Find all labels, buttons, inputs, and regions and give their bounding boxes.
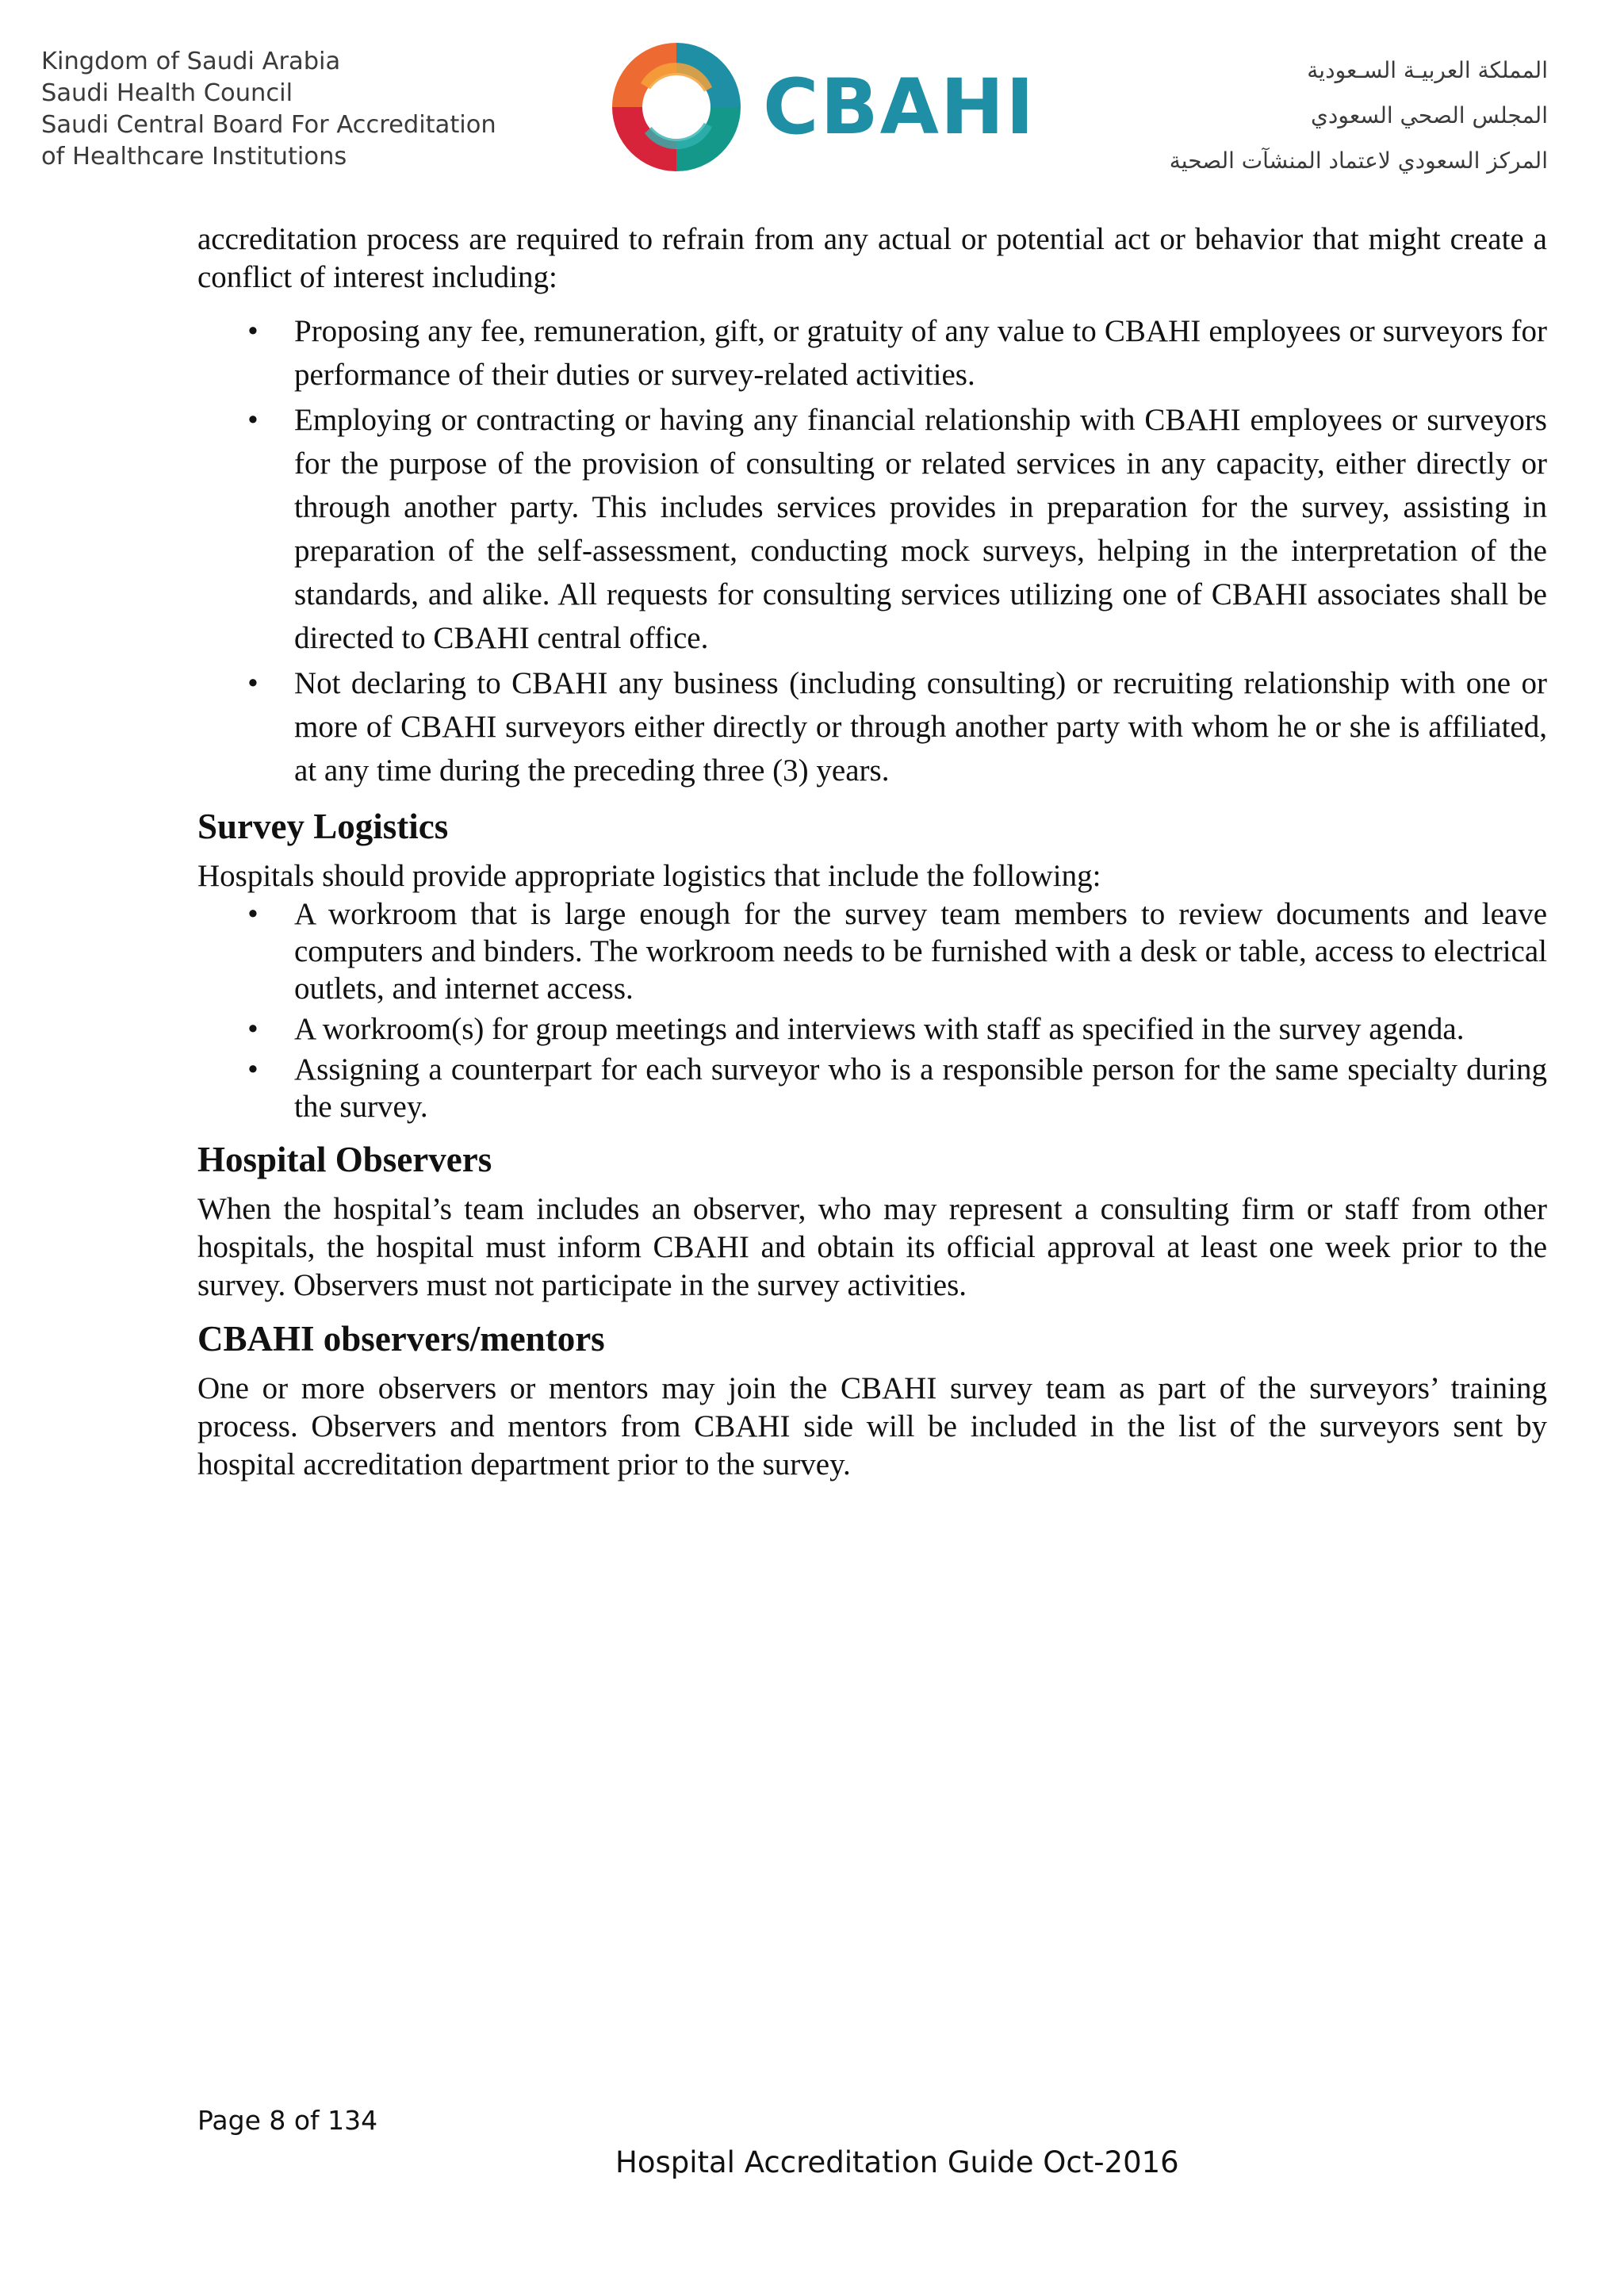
header-ar-line-1: المملكة العربيـة السـعودية: [1307, 57, 1548, 83]
list-item-text: A workroom that is large enough for the survey team members to review documents and leave computers and binders. The workroom needs to be furnished with a desk or table, access to electrical outlets, and internet access.: [294, 897, 1547, 1006]
footer-document-title: Hospital Accreditation Guide Oct-2016: [615, 2145, 1179, 2179]
bullet-icon: •: [247, 1052, 259, 1087]
list-item: [197, 398, 1547, 660]
cbahi-logo: [609, 40, 1036, 174]
logo-wordmark: CBAHI: [763, 63, 1036, 151]
survey-logistics-heading: Survey Logistics: [197, 807, 449, 846]
header-en-line-1: Kingdom of Saudi Arabia: [41, 48, 341, 75]
bullet-icon: •: [247, 897, 259, 931]
intro-paragraph: accreditation process are required to refrain from any actual or potential act or behavior that might create a conflict of interest including:: [197, 222, 1547, 294]
cbahi-logo-mark-icon: [609, 40, 744, 174]
list-item-text: A workroom(s) for group meetings and interviews with staff as specified in the survey agenda.: [294, 1012, 1465, 1046]
list-item: [197, 661, 1547, 792]
list-item: [197, 1010, 1547, 1048]
header-english: [41, 46, 549, 173]
header-en-line-3: Saudi Central Board For Accreditation: [41, 111, 496, 139]
header-en-line-4: of Healthcare Institutions: [41, 143, 347, 171]
list-item: [197, 1051, 1547, 1125]
cbahi-mentors-paragraph: One or more observers or mentors may join the CBAHI survey team as part of the surveyors’ training process. Observers and mentors from CBAHI side will be included in the list of the surveyors sent by hospital accreditation department prior to the survey.: [197, 1371, 1547, 1481]
bullet-icon: •: [247, 1012, 259, 1046]
conflict-of-interest-list: [197, 309, 1547, 792]
bullet-icon: •: [247, 403, 259, 437]
list-item-text: Not declaring to CBAHI any business (including consulting) or recruiting relationship with one or more of CBAHI surveyors either directly or through another party with whom he or she is affiliated, at any time during the preceding three (3) years.: [294, 666, 1547, 788]
header-en-line-2: Saudi Health Council: [41, 79, 293, 107]
hospital-observers-paragraph: When the hospital’s team includes an observer, who may represent a consulting firm or staff from other hospitals, the hospital must inform CBAHI and obtain its official approval at least one week prior to the survey. Observers must not participate in the survey activities.: [197, 1192, 1547, 1302]
list-item-text: Assigning a counterpart for each surveyor who is a responsible person for the same specialty during the survey.: [294, 1052, 1547, 1124]
bullet-icon: •: [247, 666, 259, 700]
list-item-text: Employing or contracting or having any financial relationship with CBAHI employees or surveyors for the purpose of the provision of consulting or related services in any capacity, either directly or through another party. This includes services provides in preparation for the survey, assisting in preparation of the self-assessment, conducting mock surveys, helping in the interpretation of the standards, and alike. All requests for consulting services utilizing one of CBAHI associates shall be directed to CBAHI central office.: [294, 403, 1547, 655]
bullet-icon: •: [247, 314, 259, 348]
logistics-list: [197, 895, 1547, 1125]
list-item-text: Proposing any fee, remuneration, gift, or gratuity of any value to CBAHI employees or surveyors for performance of their duties or survey-related activities.: [294, 314, 1547, 392]
header-ar-line-3: المركز السعودي لاعتماد المنشآت الصحية: [1169, 148, 1548, 174]
document-body: [197, 220, 1547, 1484]
header-ar-line-2: المجلس الصحي السعودي: [1311, 102, 1548, 128]
list-item: [197, 309, 1547, 397]
survey-logistics-intro: Hospitals should provide appropriate logistics that include the following:: [197, 859, 1101, 893]
list-item: [197, 895, 1547, 1007]
page-number: Page 8 of 134: [197, 2105, 378, 2136]
header-arabic: [1056, 48, 1548, 183]
cbahi-mentors-heading: CBAHI observers/mentors: [197, 1319, 605, 1359]
hospital-observers-heading: Hospital Observers: [197, 1140, 492, 1179]
